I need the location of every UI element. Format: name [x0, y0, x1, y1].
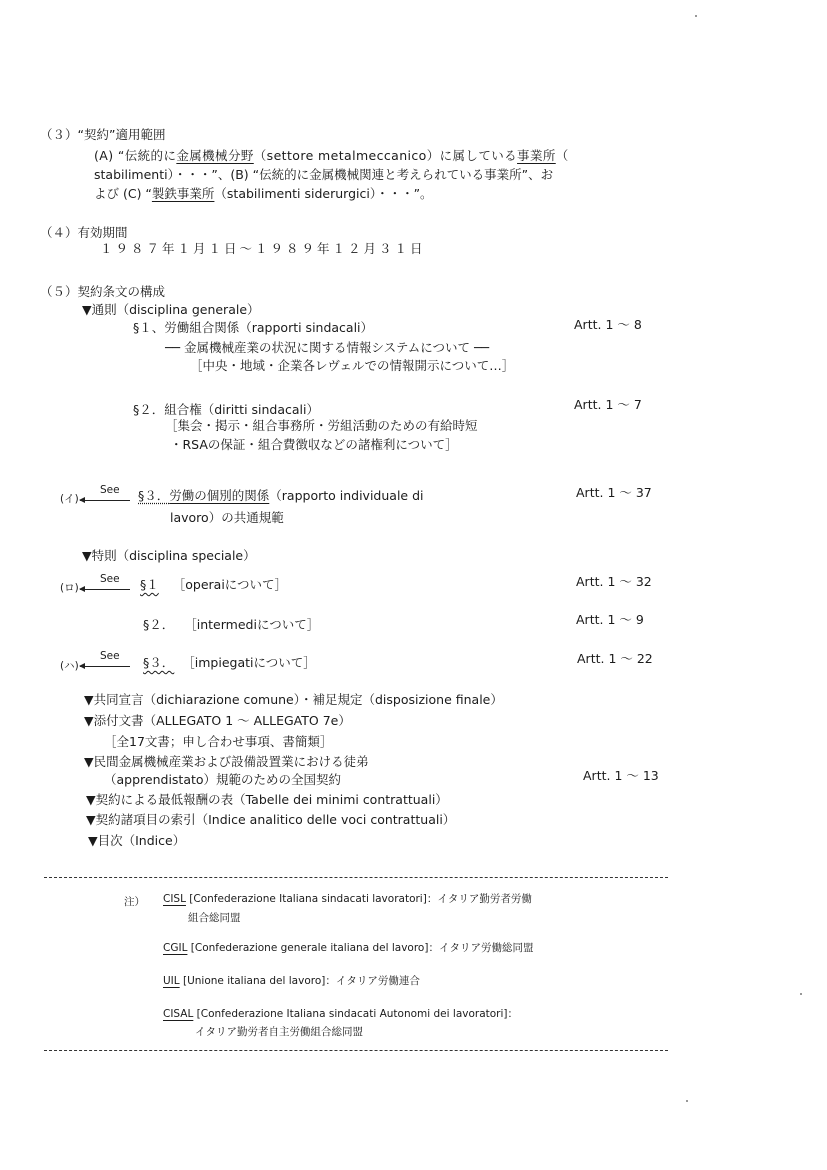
cisal-definition: [Confederazione Italiana sindacati Autonomi dei lavoratori]：	[196, 1008, 519, 1020]
special-p3-line	[143, 655, 316, 671]
scope-a-middle: （settore metalmeccanico）に属している	[253, 148, 518, 163]
cisal-definition-line-2: イタリア勤労者自主労働組合総同盟	[195, 1026, 363, 1038]
validity-period: １９８７年１月１日～１９８９年１２月３１日	[100, 241, 426, 256]
scope-a-end: （	[555, 148, 569, 163]
general-p1-articles: Artt. 1 ～ 8	[574, 317, 642, 332]
special-p3-articles: Artt. 1 ～ 22	[577, 651, 653, 666]
general-p1-sub1: ── 金属機械産業の状況に関する情報システムについて ──	[165, 340, 490, 355]
see-arrow-ro	[80, 589, 130, 590]
scope-steel-works: 製鉄事業所	[151, 186, 215, 201]
cisal-abbr: CISAL	[163, 1008, 194, 1020]
apprenticeship-articles: Artt. 1 ～ 13	[583, 768, 659, 783]
special-discipline-label: ▼特則（disciplina speciale）	[82, 548, 256, 563]
general-p2-articles: Artt. 1 ～ 7	[574, 397, 642, 412]
general-p1-sub2: ［中央・地域・企業各レヴェルでの情報開示について…］	[190, 358, 515, 373]
scope-a-prefix: (A) “伝統的に	[94, 148, 177, 163]
general-p3-number: §３．	[138, 488, 170, 503]
general-p3-articles: Artt. 1 ～ 37	[576, 485, 652, 500]
special-p3-text: ［impiegatiについて］	[182, 655, 316, 670]
section-4-heading: （４）有効期間	[40, 225, 128, 240]
apprenticeship-item-line-1: ▼民間金属機械産業および設備設置業における徒弟	[84, 754, 369, 769]
cisl-abbr: CISL	[163, 893, 186, 905]
general-p2-title: §２．組合権（diritti sindacali）	[133, 402, 319, 417]
scan-speck	[800, 993, 802, 995]
cgil-definition: [Confederazione generale italiana del lavoro]：イタリア労働総同盟	[190, 942, 534, 954]
uil-definition: [Unione italiana del lavoro]：イタリア労働連合	[182, 975, 420, 987]
marker-i: (イ)	[60, 493, 79, 505]
joint-declaration-item: ▼共同宣言（dichiarazione comune）・補足規定（disposizione finale）	[84, 692, 503, 707]
section-5-heading: （５）契約条文の構成	[40, 284, 166, 299]
uil-abbr: UIL	[163, 975, 180, 987]
cgil-abbr: CGIL	[163, 942, 188, 954]
see-label-ro: See	[100, 573, 120, 585]
see-label-ha: See	[100, 650, 120, 662]
note-cisl	[163, 891, 532, 907]
general-p3-line-1	[138, 488, 424, 504]
general-discipline-label: ▼通則（disciplina generale）	[82, 302, 260, 317]
annex-item: ▼添付文書（ALLEGATO 1 ～ ALLEGATO 7e）	[84, 713, 351, 728]
note-uil	[163, 973, 420, 989]
section-3-line-1	[94, 148, 569, 164]
note-cgil	[163, 940, 533, 956]
table-of-contents-item: ▼目次（Indice）	[88, 833, 186, 848]
general-p1-title: §１、労働組合関係（rapporti sindacali）	[133, 320, 374, 335]
general-p2-sub1: ［集会・掲示・組合事務所・労組活動のための有給時短	[165, 418, 478, 433]
see-label-i: See	[100, 484, 120, 496]
analytical-index-item: ▼契約諸項目の索引（Indice analitico delle voci contrattuali）	[86, 812, 456, 827]
general-p3-line-2: lavoro）の共通規範	[170, 510, 284, 525]
cisl-definition: [Confederazione Italiana sindacati lavoratori]：イタリア勤労者労働	[189, 893, 532, 905]
minimum-wage-table-item: ▼契約による最低報酬の表（Tabelle dei minimi contrattuali）	[86, 792, 448, 807]
scope-c-prefix: よび (C) “	[94, 186, 152, 201]
see-arrow-i	[80, 500, 130, 501]
note-cisal	[163, 1006, 518, 1022]
scan-speck	[686, 1100, 688, 1102]
special-p1-line	[140, 577, 287, 593]
apprenticeship-item-line-2: （apprendistato）規範のための全国契約	[104, 772, 342, 787]
special-p2-articles: Artt. 1 ～ 9	[576, 612, 644, 627]
special-p2-number: §２．	[143, 617, 175, 632]
special-p3-number: §３．	[143, 655, 175, 670]
notes-label: 注）	[124, 896, 145, 908]
general-p2-sub2: ・RSAの保証・組合費徴収などの諸権利について］	[170, 437, 458, 452]
scope-metal-sector: 金属機械分野	[176, 148, 254, 163]
marker-ro: (ロ)	[60, 582, 79, 594]
section-3-heading: （３）“契約”適用範囲	[40, 127, 166, 142]
cisl-definition-line-2: 組合総同盟	[188, 912, 241, 924]
scope-establishments: 事業所	[517, 148, 556, 163]
section-3-line-3	[94, 186, 433, 202]
general-p3-underlined: 労働の個別的関係	[169, 488, 270, 503]
annex-note: ［全17文書；申し合わせ事項、書簡類］	[104, 734, 333, 749]
special-p1-articles: Artt. 1 ～ 32	[576, 574, 652, 589]
general-p3-rest: （rapporto individuale di	[269, 488, 424, 503]
special-p2-text: ［intermediについて］	[184, 617, 320, 632]
scan-speck	[695, 15, 697, 17]
special-p1-number: §１	[140, 577, 159, 592]
special-p1-text: ［operaiについて］	[172, 577, 288, 592]
scope-c-rest: （stabilimenti siderurgici）・・・”。	[214, 186, 433, 201]
special-p2-line	[143, 617, 319, 633]
marker-ha: (ハ)	[60, 660, 79, 672]
notes-top-divider	[44, 877, 668, 878]
see-arrow-ha	[80, 666, 130, 667]
section-3-line-2: stabilimenti）・・・”、(B) “伝統的に金属機械関連と考えられている事業所”、お	[94, 167, 554, 182]
notes-bottom-divider	[44, 1050, 668, 1051]
